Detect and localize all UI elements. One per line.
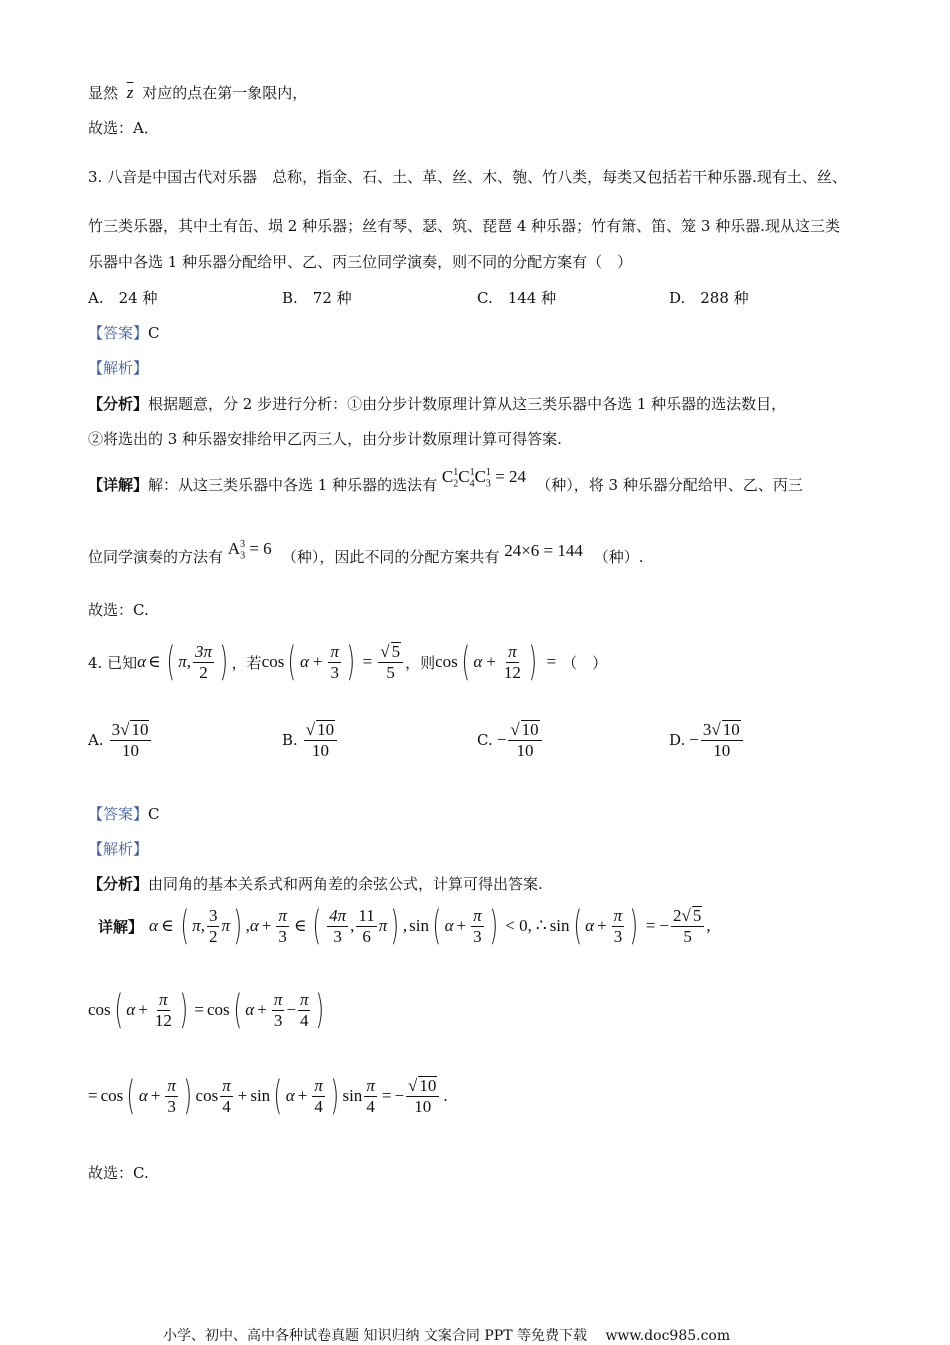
fraction: $\frac{3}{2}$	[208, 905, 218, 946]
analysis-heading: 【分析】	[88, 395, 149, 413]
permutation-formula: $A_3^3 = 6$	[227, 539, 272, 562]
analysis-label: 【解析】	[88, 840, 149, 858]
fraction: $\frac{\pi}{4}$	[366, 1075, 375, 1116]
footer-url[interactable]: www.doc985.com	[605, 1328, 731, 1344]
detail-heading: 详解】	[98, 917, 144, 936]
fraction: $\frac{\pi}{4}$	[314, 1075, 323, 1116]
option-a: A. $\frac{3√ 10}{10}$	[88, 720, 153, 760]
fraction: $\frac{\pi}{3}$	[167, 1075, 176, 1116]
detail-heading: 【详解】	[88, 476, 149, 494]
answer-line	[88, 803, 160, 824]
text-line	[88, 82, 307, 103]
analysis-line-2: ②将选出的 3 种乐器安排给甲乙丙三人，由分步计数原理计算可得答案.	[88, 430, 562, 448]
answer-label: 【答案】	[88, 324, 149, 342]
answer-value: C	[148, 324, 160, 342]
option-c: C. 144 种	[477, 289, 557, 307]
question-4-text: ，若	[231, 653, 262, 672]
fraction: $\frac{\pi}{12}$	[503, 641, 521, 682]
fraction: $\frac{\pi}{4}$	[299, 989, 309, 1030]
fraction: $\frac{\pi}{3}$	[613, 905, 623, 946]
fraction: $\frac{3√ 10}{10}$	[701, 720, 743, 760]
detail-equation-2: cos ( α + $\frac{\pi}{12}$ ) = cos ( α + $\frac{\pi}{3}$ − $\frac{\pi}{4}$ )	[88, 987, 325, 1033]
question-3-text-line-1: 3. 八音是中国古代对乐器 总称，指金、石、土、革、丝、木、匏、竹八类，每类又包括若干种乐器.现有土、丝、	[88, 168, 847, 186]
analysis-text: 根据题意，分 2 步进行分析：①由分步计数原理计算从这三类乐器中各选 1 种乐器的选法数目，	[148, 395, 787, 413]
analysis-heading: 【分析】	[88, 875, 149, 893]
fraction: $\frac{2√ 5}{5}$	[671, 906, 704, 946]
detail-text: 位同学演奏的方法有	[88, 548, 224, 566]
footer-text: 小学、初中、高中各种试卷真题 知识归纳 文案合同 PPT 等免费下载	[163, 1328, 587, 1344]
detail-line-1	[88, 467, 803, 497]
question-4-line: 4. 已知 α ∈ ( π , $\frac{3\pi}{2}$ ) ，若 cos ( α + $\frac{\pi}{3}$ ) = $\frac{√ 5}{5}$ ，则 cos ( α + $\frac{\pi}{12}$ ) = （ ）	[88, 639, 608, 685]
detail-text: （种），因此不同的分配方案共有	[281, 548, 500, 566]
answer-choice-line: 故选：A．	[88, 119, 159, 137]
question-4-prefix: 4. 已知	[88, 653, 138, 672]
combination-formula: $C_2^1C_4^1C_3^1 = 24$	[441, 467, 527, 490]
option-d: D. 288 种	[669, 289, 749, 307]
text-segment: 对应的点在第一象限内，	[142, 84, 308, 102]
fraction: $\frac{√ 10}{10}$	[304, 720, 337, 760]
fraction: $\frac{\pi}{12}$	[154, 989, 172, 1030]
detail-line-2	[88, 539, 644, 569]
detail-equation-1: 详解】 α ∈ ( π , $\frac{3}{2}$ π ) , α + $\frac{\pi}{3}$ ∈ ( $\frac{4\pi}{3}$ , $\frac{11}{6}$ π ) , sin ( α + $\frac{\pi}{3}$ ) < 0, ∴ sin ( α + $\frac{\pi}{3}$ ) = − $\frac{2√ 5}{5}$ ,	[98, 903, 711, 949]
fraction: $\frac{\pi}{3}$	[278, 905, 287, 946]
fraction: $\frac{3√ 10}{10}$	[110, 720, 152, 760]
analysis-label: 【解析】	[88, 359, 149, 377]
analysis-line	[88, 873, 543, 894]
question-3-text-line-3: 乐器中各选 1 种乐器分配给甲、乙、丙三位同学演奏，则不同的分配方案有（ ）	[88, 253, 633, 271]
fraction: $\frac{3\pi}{2}$	[195, 641, 213, 682]
option-d: D. − $\frac{3√ 10}{10}$	[669, 720, 745, 760]
fraction: $\frac{4\pi}{3}$	[329, 905, 347, 946]
detail-text: 解：从这三类乐器中各选 1 种乐器的选法有	[148, 476, 438, 494]
analysis-line-1	[88, 393, 786, 414]
conjugate-z: $\overline{z}$	[126, 83, 134, 102]
answer-choice-line: 故选：C.	[88, 1164, 149, 1182]
option-b: B. 72 种	[282, 289, 352, 307]
question-4-text: ，则	[405, 653, 436, 672]
product-formula: 24×6 = 144	[504, 541, 583, 560]
option-c: C. − $\frac{√ 10}{10}$	[477, 720, 544, 760]
detail-text: （种），将 3 种乐器分配给甲、乙、丙三	[536, 476, 803, 494]
fraction: $\frac{\pi}{3}$	[273, 989, 283, 1030]
fraction: $\frac{\pi}{3}$	[473, 905, 482, 946]
question-4-suffix: （ ）	[562, 653, 608, 672]
fraction: $\frac{√ 10}{10}$	[508, 720, 541, 760]
answer-line	[88, 322, 160, 343]
fraction: $\frac{√ 10}{10}$	[406, 1076, 439, 1116]
option-a: A. 24 种	[88, 289, 158, 307]
question-3-text-line-2: 竹三类乐器，其中土有缶、埙 2 种乐器；丝有琴、瑟、筑、琵琶 4 种乐器；竹有箫、笛、笼 3 种乐器.现从这三类	[88, 217, 841, 235]
fraction: $\frac{\pi}{4}$	[222, 1075, 231, 1116]
detail-equation-3: = cos ( α + $\frac{\pi}{3}$ ) cos $\frac{\pi}{4}$ + sin ( α + $\frac{\pi}{4}$ ) sin $\frac{\pi}{4}$ = − $\frac{√ 10}{10}$ .	[88, 1073, 448, 1119]
answer-choice-line: 故选：C.	[88, 601, 149, 619]
fraction: $\frac{11}{6}$	[358, 905, 375, 946]
detail-text: （种）.	[593, 548, 644, 566]
answer-label: 【答案】	[88, 805, 149, 823]
fraction: $\frac{\pi}{3}$	[330, 641, 340, 682]
fraction: $\frac{√ 5}{5}$	[378, 642, 403, 682]
text-segment: 显然	[88, 84, 119, 102]
answer-value: C	[148, 805, 160, 823]
analysis-text: 由同角的基本关系式和两角差的余弦公式，计算可得出答案.	[148, 875, 543, 893]
option-b: B. $\frac{√ 10}{10}$	[282, 720, 339, 760]
footer	[163, 1325, 730, 1345]
